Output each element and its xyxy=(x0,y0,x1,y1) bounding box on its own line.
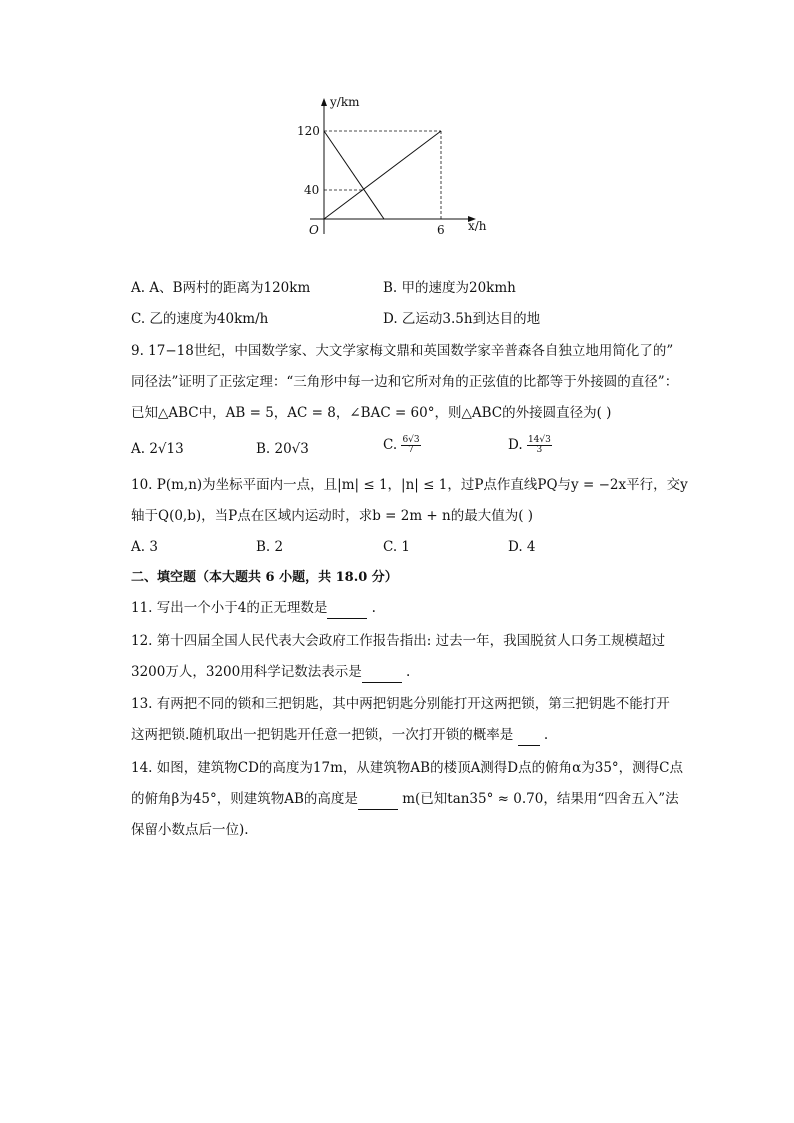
q9-option-c xyxy=(383,435,421,455)
q8-option-d: D. 乙运动3.5h到达目的地 xyxy=(383,311,541,327)
x-axis-label: x/h xyxy=(468,219,487,233)
q9-option-d-numerator: 14√3 xyxy=(527,435,551,445)
q9-option-b: B. 20√3 xyxy=(256,441,309,457)
tick-label-120: 120 xyxy=(297,124,320,138)
q8-option-a: A. A、B两村的距离为120km xyxy=(131,280,311,296)
q8-option-c: C. 乙的速度为40km/h xyxy=(131,311,269,327)
q12-answer-blank[interactable] xyxy=(362,662,402,683)
q10-option-a: A. 3 xyxy=(131,539,158,555)
origin-label: O xyxy=(309,223,319,237)
q9-option-d-label: D. xyxy=(508,437,523,453)
line-falling xyxy=(324,131,384,219)
q13-text: 这两把锁.随机取出一把钥匙开任意一把锁，一次打开锁的概率是 xyxy=(131,727,518,743)
q9-option-c-label: C. xyxy=(383,437,398,453)
q9-option-a: A. 2√13 xyxy=(131,441,184,457)
q14-line-1: 14. 如图，建筑物CD的高度为17m，从建筑物AB的楼顶A测得D点的俯角α为35°，测得C点 xyxy=(131,760,684,776)
q9-line-2: 同径法”证明了正弦定理：“三角形中每一边和它所对角的正弦值的比都等于外接圆的直径”： xyxy=(131,374,679,390)
q11-end: . xyxy=(367,600,376,616)
q10-line-2: 轴于Q(0,b)，当P点在区域内运动时，求b = 2m + n的最大值为( ) xyxy=(131,508,534,524)
q9-option-c-fraction xyxy=(401,436,420,455)
tick-label-40: 40 xyxy=(304,183,320,197)
q14-answer-blank[interactable] xyxy=(358,789,398,810)
q12-end: . xyxy=(401,664,411,680)
line-rising xyxy=(324,131,441,219)
q9-option-d-fraction xyxy=(527,436,552,455)
section-heading-fill-in: 二、填空题（本大题共 6 小题，共 18.0 分） xyxy=(131,570,398,585)
q11-answer-blank[interactable] xyxy=(327,598,367,619)
q12-line-2 xyxy=(131,662,410,683)
y-axis-label: y/km xyxy=(330,95,360,109)
q14-continued: m(已知tan35° ≈ 0.70，结果用“四舍五入”法 xyxy=(397,791,679,807)
q14-line-2 xyxy=(131,789,679,810)
q9-option-c-denominator: 7 xyxy=(408,445,414,455)
q13-end: . xyxy=(539,727,549,743)
q13-answer-blank[interactable] xyxy=(518,725,540,746)
q11-text: 11. 写出一个小于4的正无理数是 xyxy=(131,600,328,616)
q12-line-1: 12. 第十四届全国人民代表大会政府工作报告指出: 过去一年，我国脱贫人口务工规模超过 xyxy=(131,633,666,649)
q13-line-1: 13. 有两把不同的锁和三把钥匙，其中两把钥匙分别能打开这两把锁，第三把钥匙不能打开 xyxy=(131,696,670,712)
q9-line-1: 9. 17−18世纪，中国数学家、大文学家梅文鼎和英国数学家辛普森各自独立地用简化了的” xyxy=(131,343,674,359)
q9-option-d xyxy=(508,435,552,455)
q9-option-d-denominator: 3 xyxy=(536,445,543,455)
y-axis-arrow xyxy=(321,98,327,106)
q8-option-b: B. 甲的速度为20kmh xyxy=(383,280,516,296)
q10-line-1: 10. P(m,n)为坐标平面内一点，且|m| ≤ 1，|n| ≤ 1，过P点作直线PQ与y = −2x平行，交y xyxy=(131,477,688,493)
q9-option-c-numerator: 6√3 xyxy=(402,435,420,445)
q10-option-d: D. 4 xyxy=(508,539,536,555)
q13-line-2 xyxy=(131,725,548,746)
q9-line-3: 已知△ABC中，AB = 5，AC = 8，∠BAC = 60°，则△ABC的外接圆直径为( ) xyxy=(131,405,612,421)
q11 xyxy=(131,598,376,619)
q12-text: 3200万人，3200用科学记数法表示是 xyxy=(131,664,362,680)
distance-time-graph xyxy=(290,88,500,240)
q14-text: 的俯角β为45°，则建筑物AB的高度是 xyxy=(131,791,358,807)
tick-label-6: 6 xyxy=(437,223,445,237)
q10-option-b: B. 2 xyxy=(256,539,284,555)
q10-option-c: C. 1 xyxy=(383,539,411,555)
q14-line-3: 保留小数点后一位). xyxy=(131,822,249,838)
